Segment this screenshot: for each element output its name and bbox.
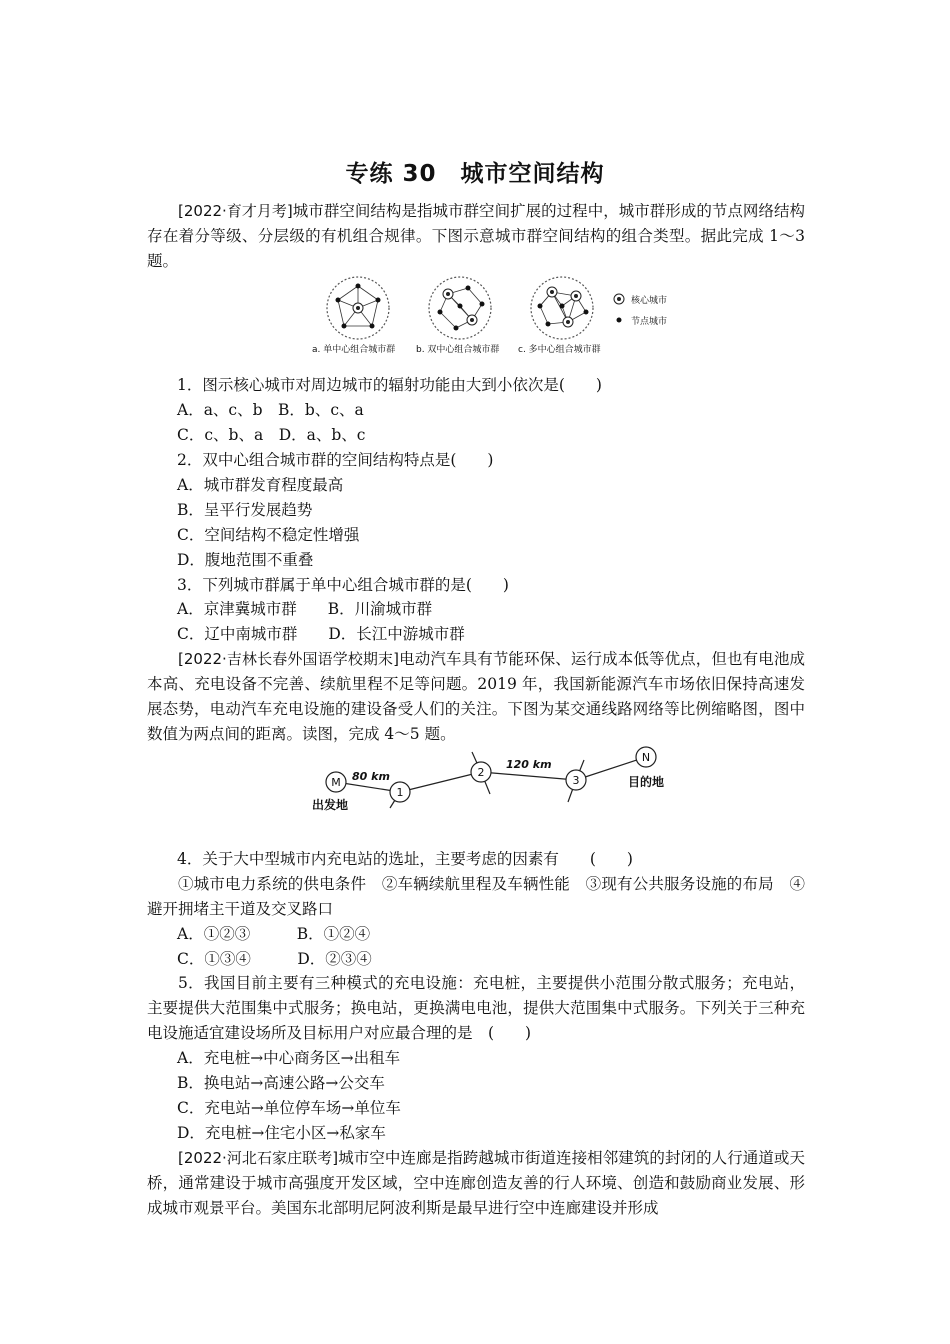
q2-option-a: A．城市群发育程度最高 [177, 476, 344, 494]
q1-stem: 1．图示核心城市对周边城市的辐射功能由大到小依次是( ) [177, 376, 602, 394]
diagram-c-multi-center [518, 277, 601, 355]
intro-1-source: [2022·育才月考] [178, 202, 293, 220]
q1-options-1: A．a、c、b B．b、c、a [177, 401, 364, 419]
distance-m-1: 80 km [352, 770, 390, 783]
legend-node-city: 节点城市 [631, 317, 668, 327]
distance-2-3: 120 km [506, 758, 552, 771]
node-m: M [331, 776, 341, 789]
node-2: 2 [477, 766, 485, 779]
legend-core-city: 核心城市 [631, 296, 668, 306]
label-start: 出发地 [312, 798, 349, 812]
node-1: 1 [396, 786, 404, 799]
q5-option-a: A．充电桩→中心商务区→出租车 [177, 1049, 401, 1067]
node-3: 3 [572, 774, 580, 787]
q3-options-1: A．京津冀城市群 B．川渝城市群 [177, 600, 433, 618]
label-destination: 目的地 [628, 775, 665, 789]
q5-option-d: D．充电桩→住宅小区→私家车 [177, 1124, 386, 1142]
intro-3-text: 城市空中连廊是指跨越城市街道连接相邻建筑的封闭的人行通道或天桥，通常建设于城市高强度开发区域，空中连廊创造友善的行人环境、创造和鼓励商业发展、形成城市观景平台。美国东北部明尼阿波利斯是最早进行空中连廊建设并形成 [147, 1149, 805, 1217]
caption-b: b. 双中心组合城市群 [416, 345, 500, 355]
caption-a: a. 单中心组合城市群 [312, 345, 396, 355]
q4-factors: ①城市电力系统的供电条件 ②车辆续航里程及车辆性能 ③现有公共服务设施的布局 ④避开拥堵主干道及交叉路口 [147, 875, 805, 918]
intro-2-source: [2022·吉林长春外国语学校期末] [178, 650, 400, 668]
q3-stem: 3．下列城市群属于单中心组合城市群的是( ) [177, 576, 509, 594]
diagram-b-double-center [416, 277, 499, 355]
intro-paragraph-2 [147, 647, 805, 747]
node-n: N [641, 751, 651, 764]
intro-paragraph-3 [147, 1146, 805, 1221]
q2-option-b: B．呈平行发展趋势 [177, 501, 313, 519]
q3-options-2: C．辽中南城市群 D．长江中游城市群 [177, 625, 465, 643]
q5-option-b: B．换电站→高速公路→公交车 [177, 1074, 385, 1092]
q2-option-d: D．腹地范围不重叠 [177, 551, 314, 569]
figure1-legend [614, 294, 667, 327]
q1-options-2: C．c、b、a D．a、b、c [177, 426, 366, 444]
intro-3-source: [2022·河北石家庄联考] [178, 1149, 339, 1167]
page-title: 专练 30 城市空间结构 [345, 161, 605, 187]
intro-paragraph-1 [147, 199, 805, 274]
intro-1-text: 城市群空间结构是指城市群空间扩展的过程中，城市群形成的节点网络结构存在着分等级、分层级的有机组合规律。下图示意城市群空间结构的组合类型。据此完成 1～3 题。 [147, 202, 805, 270]
q4-options-1: A．①②③ B．①②④ [177, 925, 371, 943]
diagram-a-single-center [312, 277, 395, 355]
caption-c: c. 多中心组合城市群 [518, 345, 601, 355]
city-cluster-figure [310, 272, 690, 360]
q5-stem: 5．我国目前主要有三种模式的充电设施：充电桩，主要提供小范围分散式服务；充电站，主要提供大范围集中式服务；换电站，更换满电电池，提供大范围集中式服务。下列关于三种充电设施适宜建设场所及目标用户对应最合理的是 ( ) [147, 974, 805, 1042]
q5-option-c: C．充电站→单位停车场→单位车 [177, 1099, 401, 1117]
q2-stem: 2．双中心组合城市群的空间结构特点是( ) [177, 451, 494, 469]
q4-options-2: C．①③④ D．②③④ [177, 950, 372, 968]
intro-2-text: 电动汽车具有节能环保、运行成本低等优点，但也有电池成本高、充电设备不完善、续航里程不足等问题。2019 年，我国新能源汽车市场依旧保持高速发展态势，电动汽车充电设施的建设备受人们的关注。下图为某交通线路网络等比例缩略图，图中数值为两点间的距离。读图，完成 4～5 题。 [147, 650, 805, 743]
q2-option-c: C．空间结构不稳定性增强 [177, 526, 360, 544]
route-network-figure [300, 746, 690, 818]
q4-stem: 4．关于大中型城市内充电站的选址，主要考虑的因素有 ( ) [177, 850, 633, 868]
